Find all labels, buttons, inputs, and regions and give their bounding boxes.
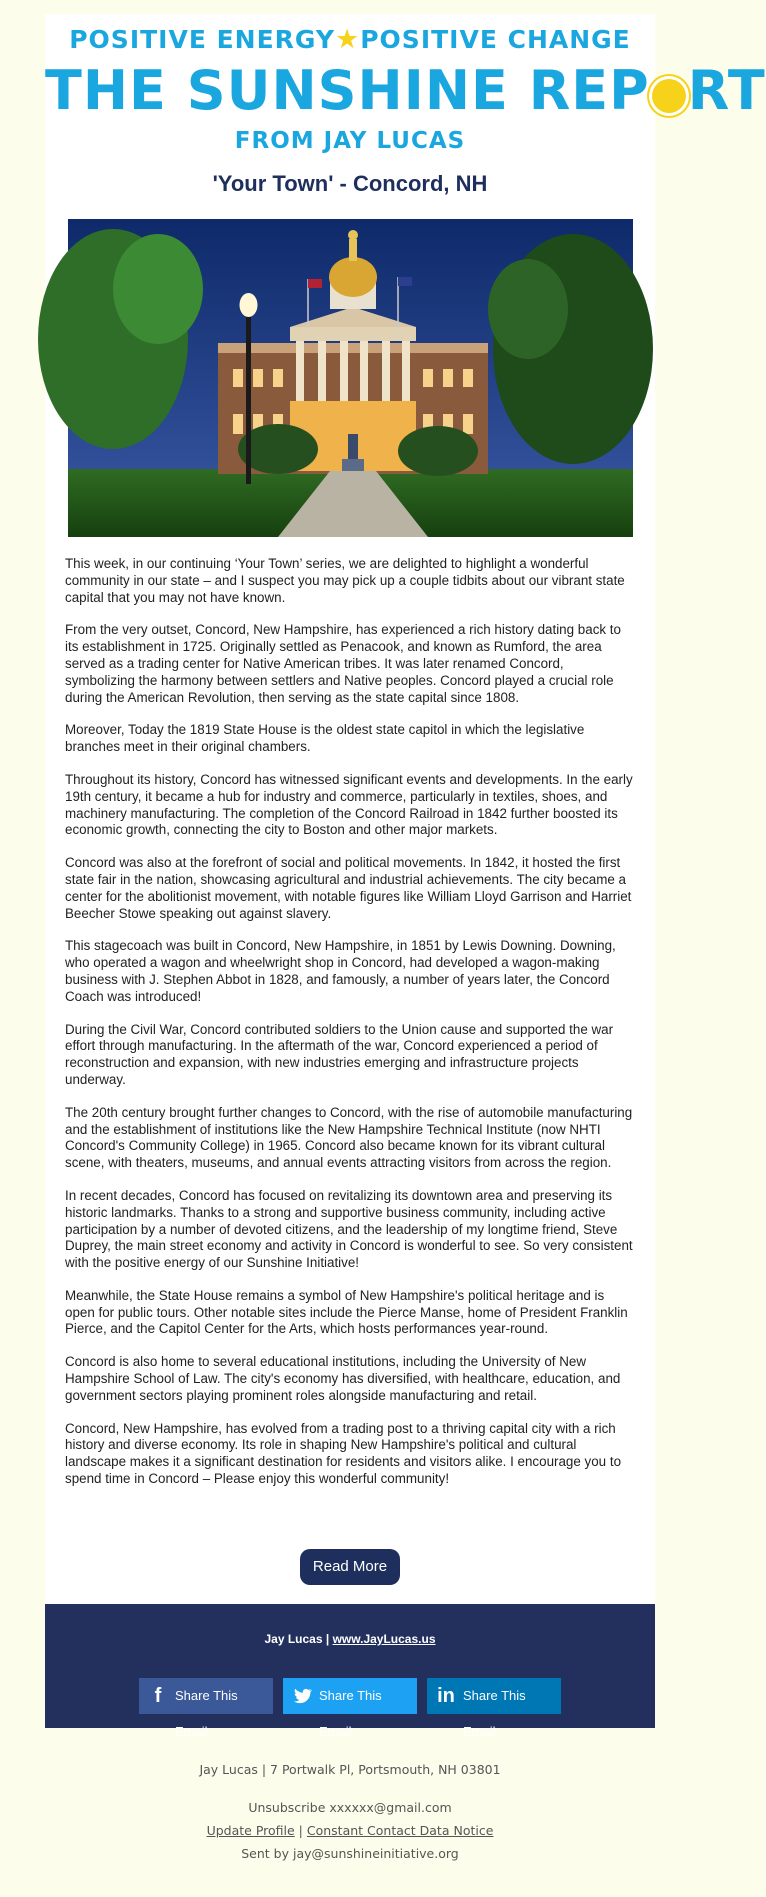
headline-part1: THE SUNSHINE REP bbox=[45, 59, 650, 122]
sun-icon bbox=[652, 79, 686, 113]
article-paragraph: During the Civil War, Concord contributed soldiers to the Union cause and supported the war effort through manufacturing. In the aftermath of the war, Concord experienced a period of reconstruction and expansion, with new industries emerging and infrastructure projects underway. bbox=[65, 1021, 614, 1087]
signature-separator: | bbox=[322, 1632, 333, 1646]
legal-separator: | bbox=[294, 1823, 307, 1838]
linkedin-icon: in bbox=[437, 1685, 455, 1707]
article-paragraph: Moreover, Today the 1819 State House is the oldest state capitol in which the legislative branches meet in their original chambers. bbox=[65, 722, 585, 755]
article-title: 'Your Town' - Concord, NH bbox=[212, 171, 488, 196]
sender-address: Jay Lucas | 7 Portwalk Pl, Portsmouth, NH 03801 bbox=[199, 1762, 501, 1777]
article-paragraph: In recent decades, Concord has focused on revitalizing its downtown area and preserving its historic landmarks. Thanks to a strong and supportive business community, including active participation by a number of devoted citizens, and the leadership of my longtime friend, Steve Duprey, the main street economy and activity in Concord is wonderful to see. So very consistent with the positive energy of our Sunshine Initiative! bbox=[65, 1187, 633, 1271]
read-more-button[interactable]: Read More bbox=[300, 1549, 400, 1585]
signature bbox=[45, 1632, 655, 1646]
article-paragraph: From the very outset, Concord, New Hampshire, has experienced a rich history dating back to its establishment in 1725. Originally settled as Penacook, and known as Rumford, the area served as a trading center for Native American tribes. It was later renamed Concord, symbolizing the harmony between settlers and Native peoples. Concord played a crucial role during the American Revolution, then serving as the state capital since 1808. bbox=[65, 622, 621, 705]
tagline-right: POSITIVE CHANGE bbox=[360, 25, 631, 54]
headline-part2: RT bbox=[687, 59, 766, 122]
article-paragraph: This week, in our continuing ‘Your Town’ series, we are delighted to highlight a wonderful community in our state – and I suspect you may pick up a couple tidbits about our vibrant state capital that you may not have known. bbox=[65, 556, 625, 605]
article-paragraph: Throughout its history, Concord has witnessed significant events and developments. In the early 19th century, it became a hub for industry and commerce, particularly in textiles, shoes, and machinery manufacturing. The completion of the Concord Railroad in 1842 further boosted its economic growth, connecting the city to Boston and other major markets. bbox=[65, 771, 633, 838]
share-facebook-button[interactable] bbox=[139, 1678, 273, 1739]
article-body bbox=[65, 556, 635, 1504]
data-notice-link[interactable]: Constant Contact Data Notice bbox=[306, 1823, 494, 1838]
share-linkedin-label: Share This Email bbox=[463, 1688, 526, 1739]
hero-image-concord-state-house bbox=[68, 219, 633, 537]
article-paragraph: Concord, New Hampshire, has evolved from a trading post to a thriving capital city with a rich history and diverse economy. Its role in shaping New Hampshire's political and cultural landscape makes it a significant destination for residents and visitors alike. I encourage you to spend time in Concord – Please enjoy this wonderful community! bbox=[65, 1420, 622, 1487]
share-twitter-button[interactable] bbox=[283, 1678, 417, 1739]
state-house-illustration bbox=[68, 219, 633, 537]
footer-band bbox=[45, 1604, 655, 1739]
article-paragraph: Meanwhile, the State House remains a symbol of New Hampshire's political heritage and is open for public tours. Other notable sites include the Pierce Manse, home of President Franklin Pierce, and the Capitol Center for the Arts, which hosts performances year-round. bbox=[65, 1287, 628, 1337]
website-link[interactable]: www.JayLucas.us bbox=[332, 1632, 436, 1646]
share-twitter-label: Share This Email bbox=[319, 1688, 382, 1739]
article-paragraph: Concord is also home to several educational institutions, including the University of New Hampshire School of Law. The city's economy has diversified, with healthcare, education, and government sectors playing prominent roles alongside manufacturing and retail. bbox=[65, 1354, 621, 1403]
share-facebook-label: Share This Email bbox=[175, 1688, 238, 1739]
signature-name: Jay Lucas bbox=[264, 1632, 323, 1646]
tagline bbox=[45, 24, 655, 55]
newsletter-title bbox=[45, 59, 766, 122]
tagline-left: POSITIVE ENERGY bbox=[69, 25, 336, 54]
star-icon: ★ bbox=[335, 24, 361, 55]
facebook-icon: f bbox=[154, 1685, 162, 1707]
sent-by: Sent by jay@sunshineinitiative.org bbox=[241, 1846, 459, 1861]
article-paragraph: The 20th century brought further changes to Concord, with the rise of automobile manufacturing and the establishment of institutions like the New Hampshire Technical Institute (now NHTI Concord's Community College) in 1965. Concord also became known for its vibrant cultural scene, with theaters, museums, and annual events attracting visitors from across the region. bbox=[65, 1104, 633, 1171]
share-linkedin-button[interactable] bbox=[427, 1678, 561, 1739]
update-profile-link[interactable]: Update Profile bbox=[206, 1823, 295, 1838]
article-paragraph: This stagecoach was built in Concord, New Hampshire, in 1851 by Lewis Downing. Downing, who operated a wagon and wheelwright shop in Concord, had developed a wagon-making business with J. Stephen Abbot in 1828, and famously, a number of years later, the Concord Coach was introduced! bbox=[65, 938, 616, 1004]
from-line: FROM JAY LUCAS bbox=[234, 128, 466, 154]
email-card bbox=[45, 14, 766, 1604]
profile-links bbox=[0, 1823, 700, 1838]
twitter-icon bbox=[291, 1685, 313, 1707]
article-paragraph: Concord was also at the forefront of social and political movements. In 1842, it hosted the first state fair in the nation, showcasing agricultural and industrial achievements. The city became a center for the abolitionist movement, with notable figures like William Lloyd Garrison and Harriet Beecher Stowe speaking out against slavery. bbox=[65, 855, 632, 921]
unsubscribe-link[interactable]: Unsubscribe xxxxxx@gmail.com bbox=[248, 1800, 452, 1815]
